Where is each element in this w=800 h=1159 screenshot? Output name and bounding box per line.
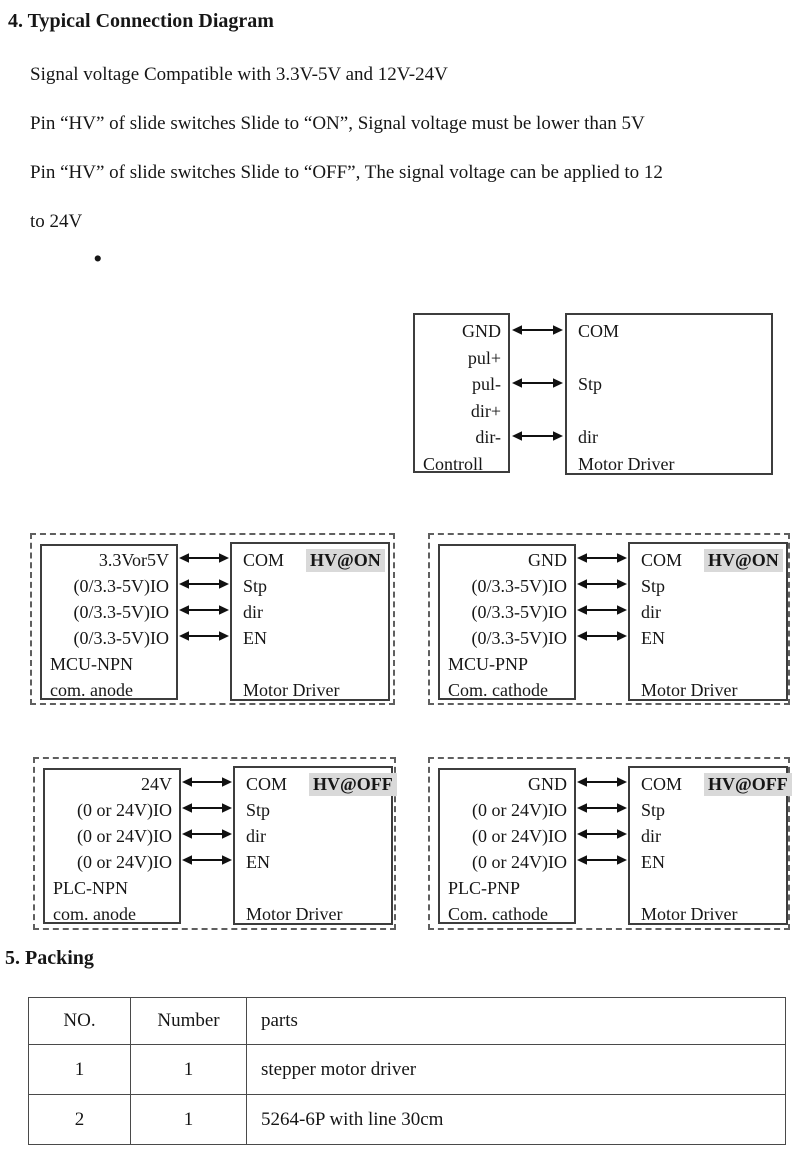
double-arrow-icon	[181, 776, 233, 788]
pin-label: dir	[578, 427, 598, 447]
motor-driver-box	[628, 766, 788, 925]
sub-diagram-mcu-npn	[30, 533, 395, 705]
pin-label: Stp	[641, 576, 666, 596]
motor-driver-box-label: Motor Driver	[246, 904, 343, 924]
pin-label: Stp	[243, 576, 268, 596]
controller-type-label: PLC-NPN	[53, 878, 129, 898]
double-arrow-icon	[178, 552, 230, 564]
table-cell-number: 1	[131, 1095, 247, 1145]
double-arrow-icon	[576, 604, 628, 616]
controller-type-label: MCU-NPN	[50, 654, 134, 674]
common-mode-label: Com. cathode	[448, 680, 548, 700]
motor-driver-box	[230, 542, 390, 701]
table-header-parts: parts	[247, 998, 786, 1045]
controller-type-label: MCU-PNP	[448, 654, 529, 674]
double-arrow-icon	[178, 578, 230, 590]
common-mode-label: Com. cathode	[448, 904, 548, 924]
pin-label: (0/3.3-5V)IO	[471, 602, 567, 622]
section-4-heading: 4. Typical Connection Diagram	[8, 10, 274, 32]
pin-label: COM	[243, 550, 285, 570]
section-5-heading: 5. Packing	[5, 947, 94, 969]
pin-label: dir	[641, 826, 661, 846]
controller-box-label: Controll	[423, 453, 484, 474]
pin-label: COM	[578, 321, 620, 341]
controller-box	[438, 544, 576, 700]
pin-label: COM	[641, 550, 683, 570]
common-mode-label: com. anode	[53, 904, 136, 924]
pin-label: 3.3Vor5V	[98, 550, 169, 570]
controller-box	[43, 768, 181, 924]
motor-driver-box	[233, 766, 393, 925]
double-arrow-icon	[511, 430, 564, 442]
pin-label: (0/3.3-5V)IO	[471, 576, 567, 596]
pin-label: COM	[246, 774, 288, 794]
pin-label: pul-	[472, 374, 501, 394]
controller-box	[438, 768, 576, 924]
hv-badge: HV@ON	[306, 549, 385, 572]
sub-diagram-plc-npn	[33, 757, 396, 930]
pin-label: GND	[528, 550, 567, 570]
pin-label: (0/3.3-5V)IO	[73, 576, 169, 596]
table-row	[29, 1095, 786, 1145]
double-arrow-icon	[576, 854, 628, 866]
pin-label: GND	[528, 774, 567, 794]
pin-label: EN	[641, 628, 665, 648]
table-cell-parts: 5264-6P with line 30cm	[247, 1095, 786, 1145]
paragraph-hv-on: Pin “HV” of slide switches Slide to “ON”, Signal voltage must be lower than 5V	[30, 113, 645, 134]
hv-badge: HV@OFF	[309, 773, 397, 796]
hv-badge: HV@OFF	[704, 773, 792, 796]
double-arrow-icon	[576, 578, 628, 590]
pin-label: GND	[462, 321, 501, 341]
table-cell-number: 1	[131, 1045, 247, 1095]
pin-label: dir	[641, 602, 661, 622]
pin-label: 24V	[141, 774, 172, 794]
sub-diagram-mcu-pnp	[428, 533, 790, 705]
double-arrow-icon	[181, 854, 233, 866]
table-cell-no: 2	[29, 1095, 131, 1145]
double-arrow-icon	[181, 828, 233, 840]
common-mode-label: com. anode	[50, 680, 133, 700]
table-header-no: NO.	[29, 998, 131, 1045]
pin-label: Stp	[246, 800, 271, 820]
table-row	[29, 1045, 786, 1095]
motor-driver-box-label: Motor Driver	[641, 904, 738, 924]
controller-box	[413, 313, 510, 473]
pin-label: Stp	[641, 800, 666, 820]
pin-label: pul+	[467, 347, 501, 368]
pin-label: (0 or 24V)IO	[77, 852, 172, 872]
packing-table	[28, 997, 786, 1145]
pin-label: dir-	[475, 427, 501, 447]
double-arrow-icon	[178, 630, 230, 642]
double-arrow-icon	[511, 324, 564, 336]
motor-driver-box-label: Motor Driver	[243, 680, 340, 700]
pin-label: Stp	[578, 374, 603, 394]
motor-driver-box	[628, 542, 788, 701]
pin-label: EN	[641, 852, 665, 872]
pin-label: (0 or 24V)IO	[77, 826, 172, 846]
motor-driver-box-label: Motor Driver	[578, 453, 675, 474]
double-arrow-icon	[181, 802, 233, 814]
pin-label: dir	[243, 602, 263, 622]
pin-label: (0/3.3-5V)IO	[73, 602, 169, 622]
table-header-row	[29, 998, 786, 1045]
pin-label: (0 or 24V)IO	[472, 826, 567, 846]
pin-label: (0/3.3-5V)IO	[471, 628, 567, 648]
double-arrow-icon	[511, 377, 564, 389]
table-cell-parts: stepper motor driver	[247, 1045, 786, 1095]
hv-badge: HV@ON	[704, 549, 783, 572]
controller-box	[40, 544, 178, 700]
pin-label: (0 or 24V)IO	[77, 800, 172, 820]
double-arrow-icon	[576, 802, 628, 814]
pin-label: dir	[246, 826, 266, 846]
pin-label: (0/3.3-5V)IO	[73, 628, 169, 648]
table-header-number: Number	[131, 998, 247, 1045]
table-cell-no: 1	[29, 1045, 131, 1095]
double-arrow-icon	[576, 552, 628, 564]
paragraph-to-24v: to 24V	[30, 211, 83, 232]
pin-label: EN	[243, 628, 267, 648]
period-dot: .	[93, 228, 103, 270]
pin-label: (0 or 24V)IO	[472, 852, 567, 872]
pin-label: COM	[641, 774, 683, 794]
controller-type-label: PLC-PNP	[448, 878, 521, 898]
motor-driver-box-label: Motor Driver	[641, 680, 738, 700]
double-arrow-icon	[576, 630, 628, 642]
pin-label: EN	[246, 852, 270, 872]
pin-label: (0 or 24V)IO	[472, 800, 567, 820]
paragraph-hv-off: Pin “HV” of slide switches Slide to “OFF”, The signal voltage can be applied to 12	[30, 162, 663, 183]
motor-driver-box	[565, 313, 773, 475]
pin-label: dir+	[470, 400, 501, 421]
sub-diagram-plc-pnp	[428, 757, 790, 930]
paragraph-signal-voltage: Signal voltage Compatible with 3.3V-5V and 12V-24V	[30, 64, 448, 85]
double-arrow-icon	[576, 828, 628, 840]
double-arrow-icon	[576, 776, 628, 788]
double-arrow-icon	[178, 604, 230, 616]
